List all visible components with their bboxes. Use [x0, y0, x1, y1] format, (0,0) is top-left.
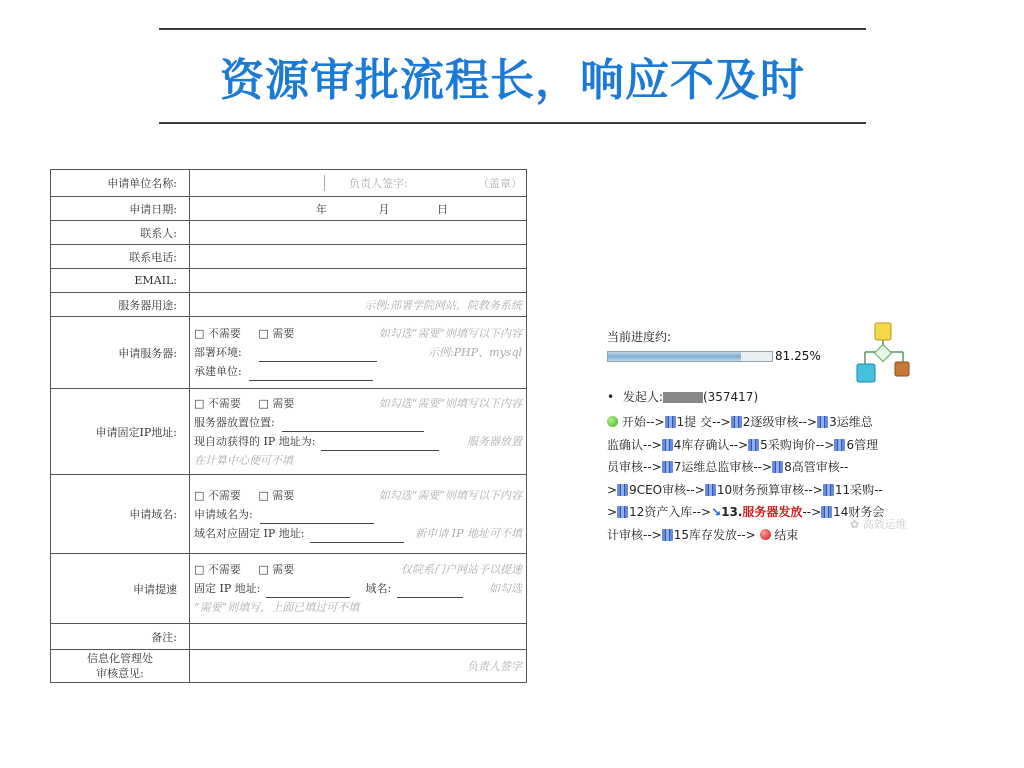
step-15[interactable]: 15库存发放--> — [673, 527, 756, 542]
unit-name-field[interactable] — [194, 175, 324, 191]
server-icon — [772, 461, 783, 473]
contact-field[interactable] — [190, 221, 527, 245]
year-label: 年 — [316, 202, 327, 216]
step-10[interactable]: 10财务预算审核--> — [716, 482, 823, 497]
form-row-purpose — [51, 293, 527, 317]
email-label: EMAIL: — [51, 269, 190, 293]
server-icon — [617, 484, 628, 496]
step-7[interactable]: 7运维总监审核--> — [673, 460, 773, 474]
domain-name-field[interactable] — [260, 513, 374, 524]
form-row-domain — [51, 475, 527, 554]
starter-line — [607, 388, 758, 405]
month-label: 月 — [378, 202, 390, 216]
server-icon — [731, 416, 742, 428]
start-green-icon — [607, 416, 618, 427]
domain-opt-no-checkbox[interactable]: □ 不需要 — [194, 488, 241, 502]
bullet-icon: • — [607, 390, 615, 404]
step-5[interactable]: 5采购询价--> — [760, 437, 835, 452]
speedup-cell — [190, 554, 527, 624]
title-rule-bottom — [159, 122, 866, 124]
review-label — [51, 650, 190, 683]
purpose-field[interactable]: 示例:部署学院网站，院教务系统 — [190, 293, 527, 317]
server-icon — [821, 506, 832, 518]
form-row-review — [51, 650, 527, 683]
form-row-speedup — [51, 554, 527, 624]
steps-line-4 — [607, 479, 937, 502]
step-13-number[interactable]: 13. — [721, 505, 743, 519]
speed-domain-label: 域名: — [365, 582, 392, 595]
unit-name-label: 申请单位名称: — [51, 170, 190, 197]
server-icon — [705, 484, 716, 496]
step-13-current[interactable]: 服务器发放 — [742, 505, 803, 519]
server-icon — [817, 416, 828, 428]
server-icon — [748, 439, 759, 451]
redacted-name — [663, 392, 703, 403]
server-icon — [662, 439, 673, 451]
domain-ip-field[interactable] — [310, 532, 404, 543]
phone-field[interactable] — [190, 245, 527, 269]
domain-cell — [190, 475, 527, 554]
application-form — [50, 169, 527, 683]
env-label: 部署环境: — [194, 346, 242, 359]
form-row-phone — [51, 245, 527, 269]
end-red-icon — [760, 529, 771, 540]
server-icon — [662, 461, 673, 473]
domain-name-label: 申请域名为: — [194, 507, 253, 521]
auto-ip-hint-2: 在计算中心便可不填 — [194, 453, 293, 467]
form-row-server — [51, 317, 527, 389]
watermark-text: 高效运维 — [862, 518, 907, 531]
step-1[interactable]: 1提 交--> — [676, 415, 731, 429]
step-4[interactable]: 4库存确认--> — [673, 437, 749, 452]
step-8-part2[interactable]: > — [607, 482, 618, 497]
starter-label: 发起人: — [622, 390, 663, 404]
location-field[interactable] — [282, 421, 424, 432]
builder-field[interactable] — [249, 370, 373, 381]
location-label: 服务器放置位置: — [194, 415, 275, 429]
fixed-ip-cell — [190, 389, 527, 475]
step-11-part1[interactable]: 11采购-- — [834, 482, 883, 497]
email-field[interactable] — [190, 269, 527, 293]
purpose-label: 服务器用途: — [51, 293, 190, 317]
speed-opt-yes-checkbox[interactable]: □ 需要 — [258, 563, 295, 576]
form-row-date — [51, 197, 527, 221]
steps-line-1 — [607, 411, 937, 434]
progress-bar-fill — [608, 352, 741, 361]
slide-title: 资源审批流程长，响应不及时 — [220, 55, 805, 106]
remark-label: 备注: — [51, 624, 190, 650]
step-14-part1[interactable]: 14财务会 — [833, 505, 885, 519]
server-opt-no-checkbox[interactable]: □ 不需要 — [194, 327, 241, 340]
speedup-label: 申请提速 — [51, 554, 190, 624]
server-cell — [190, 317, 527, 389]
speed-ip-label: 固定 IP 地址: — [194, 582, 261, 595]
speed-hint-2: 如勾选 — [489, 582, 522, 595]
step-13-arrow: --> — [802, 505, 822, 519]
step-12[interactable]: 12资产入库--> — [629, 505, 712, 519]
speed-opt-no-checkbox[interactable]: □ 不需要 — [194, 563, 241, 576]
current-step-arrow-icon: ↘ — [711, 505, 722, 519]
step-end[interactable]: 结束 — [774, 527, 799, 542]
seal-label: （盖章） — [478, 177, 522, 190]
env-hint: 示例:PHP、mysql — [428, 346, 522, 359]
step-6-part1[interactable]: 6管理 — [846, 437, 879, 452]
title-rule-top — [159, 28, 866, 30]
server-icon — [665, 416, 676, 428]
steps-line-3 — [607, 456, 937, 479]
step-6-part2[interactable]: 员审核--> — [607, 460, 662, 474]
server-icon — [823, 484, 834, 496]
form-row-fixed-ip — [51, 389, 527, 475]
env-field[interactable] — [259, 351, 377, 362]
day-label: 日 — [437, 202, 448, 216]
server-icon — [662, 529, 673, 541]
domain-ip-hint: 新申请 IP 地址可不填 — [415, 526, 522, 540]
auto-ip-label: 现自动获得的 IP 地址为: — [194, 434, 316, 448]
sign-label: 负责人签字: — [349, 177, 408, 190]
domain-label: 申请域名: — [51, 475, 190, 554]
step-8-part1[interactable]: 8高管审核-- — [784, 460, 849, 474]
watermark — [850, 516, 907, 532]
ip-opt-yes-checkbox[interactable]: □ 需要 — [258, 396, 295, 410]
step-9[interactable]: 9CEO审核--> — [629, 482, 705, 497]
speed-domain-field[interactable] — [397, 587, 463, 598]
domain-hint: 如勾选“需要”则填写以下内容 — [378, 488, 522, 502]
step-14-part2[interactable]: 计审核--> — [607, 527, 662, 542]
step-11-part2[interactable]: > — [607, 505, 618, 519]
date-label: 申请日期: — [51, 197, 190, 221]
form-row-contact — [51, 221, 527, 245]
steps-line-2 — [607, 434, 937, 457]
form-row-remark — [51, 624, 527, 650]
speed-hint: 仅院系门户网站予以提速 — [401, 563, 522, 576]
speed-ip-field[interactable] — [266, 587, 350, 598]
step-3-part2[interactable]: 监确认--> — [607, 437, 662, 452]
unit-name-cell — [190, 170, 527, 197]
contact-label: 联系人: — [51, 221, 190, 245]
ip-opt-no-checkbox[interactable]: □ 不需要 — [194, 396, 241, 410]
ip-hint: 如勾选“需要”则填写以下内容 — [378, 396, 522, 410]
phone-label: 联系电话: — [51, 245, 190, 269]
fixed-ip-label: 申请固定IP地址: — [51, 389, 190, 475]
step-3-part1[interactable]: 3运维总 — [829, 415, 873, 429]
form-row-email — [51, 269, 527, 293]
server-label: 申请服务器: — [51, 317, 190, 389]
server-hint: 如勾选“需要”则填写以下内容 — [378, 327, 522, 340]
wechat-icon: ✿ — [850, 518, 863, 531]
review-label-line1: 信息化管理处 — [87, 652, 153, 665]
starter-id: (357417) — [702, 390, 759, 404]
domain-ip-label: 域名对应固定 IP 地址: — [194, 526, 305, 540]
auto-ip-hint: 服务器放置 — [467, 434, 522, 448]
progress-percent: 81.25% — [775, 349, 821, 363]
server-icon — [617, 506, 628, 518]
sign-area — [324, 175, 522, 191]
review-label-line2: 审核意见: — [96, 667, 144, 680]
remark-field[interactable] — [190, 624, 527, 650]
workflow-diagram-icon — [855, 320, 917, 386]
date-cell[interactable] — [190, 197, 527, 221]
step-2[interactable]: 2逐级审核--> — [742, 415, 818, 429]
step-start[interactable]: 开始--> — [621, 415, 665, 429]
form-row-unit — [51, 170, 527, 197]
builder-label: 承建单位: — [194, 365, 242, 378]
domain-opt-yes-checkbox[interactable]: □ 需要 — [258, 488, 295, 502]
progress-label: 当前进度约: — [607, 330, 672, 344]
speed-hint-3: “需要”则填写，上面已填过可不填 — [194, 601, 360, 614]
auto-ip-field[interactable] — [321, 440, 439, 451]
server-icon — [834, 439, 845, 451]
review-sign[interactable]: 负责人签字 — [190, 650, 527, 683]
progress-bar — [607, 351, 773, 362]
server-opt-yes-checkbox[interactable]: □ 需要 — [258, 327, 295, 340]
